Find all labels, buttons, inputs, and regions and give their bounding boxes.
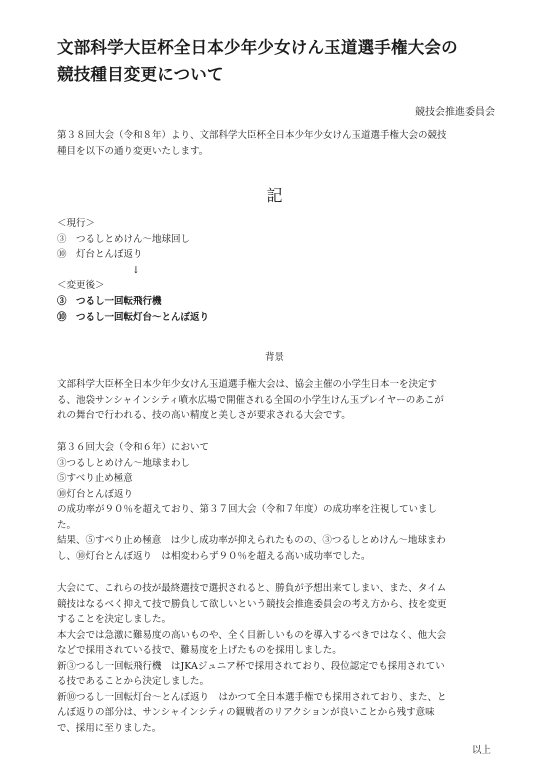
committee-name: 競技会推進委員会 [415,107,495,118]
title-line-1: 文部科学大臣杯全日本少年少女けん玉道選手権大会の [57,38,458,57]
ki-heading: 記 [266,186,283,205]
change-list [57,216,497,325]
paragraph-line: の成功率が９０％を超えており、第３７回大会（令和７年度）の成功率を注視していまし [57,504,438,515]
paragraph-line: 新③つるし一回転飛行機 はJKAジュニア杯で採用されており、段位認定でも採用されてい [57,660,445,672]
background-paragraph-2 [57,440,497,564]
background-paragraph-3 [57,581,497,736]
paragraph-line: などで採用されている技で、難易度を上げたものを採用しました。 [57,645,342,656]
paragraph-line: 第３６回大会（令和６年）において [57,442,210,453]
paragraph-line: ⑩灯台とんぼ返り [57,488,134,500]
paragraph-line: ⑤すべり止め極意 [57,473,133,484]
paragraph-line: し、⑩灯台とんぼ返り は相変わらず９０％を超える高い成功率でした。 [57,550,371,562]
current-item: ⑩ 灯台とんぼ返り [57,249,143,261]
changed-item: ⑩ つるし一回転灯台〜とんぼ返り [57,311,210,323]
paragraph-line: 大会にて、これらの技が最終選技で選択されると、勝負が予想出来てしまい、また、タイム [57,583,447,594]
document-title [57,34,527,88]
paragraph-line: 新⑩つるし一回転灯台〜とんぼ返り はかつて全日本選手権でも採用されており、また、と [57,691,447,703]
background-paragraph-1 [57,377,497,424]
paragraph-line: 文部科学大臣杯全日本少年少女けん玉道選手権大会は、協会主催の小学生日本一を決定す [57,379,438,390]
paragraph-line: することを決定しました。 [57,614,172,625]
current-item: ③ つるしとめけん〜地球回し [57,233,191,245]
title-line-2: 競技種目変更について [57,65,224,84]
changed-heading: ＜変更後＞ [57,280,105,292]
paragraph-line: んぼ返りの部分は、サンシャインシティの観戦者のリアクションが良いことから残す意味 [57,707,435,718]
paragraph-line: れの舞台で行われる、技の高い精度と美しさが要求される大会です。 [57,410,351,421]
paragraph-line: で、採用に至りました。 [57,722,162,734]
down-arrow-icon: ↓ [132,264,140,276]
intro-line: 種目を以下の通り変更いたします。 [57,145,209,157]
closing-mark: 以上 [471,745,491,756]
paragraph-line: 本大会では急激に難易度の高いものや、全く目新しいものを導入するべきではなく、他大会 [57,629,447,641]
paragraph-line: 結果、⑤すべり止め極意 は少し成功率が抑えられたものの、③つるしとめけん〜地球まわ [57,535,446,546]
intro-line: 第３８回大会（令和８年）より、文部科学大臣杯全日本少年少女けん玉道選手権大会の競技 [57,130,447,141]
current-heading: ＜現行＞ [57,218,96,229]
intro-paragraph [57,128,497,159]
background-heading: 背景 [264,352,284,363]
paragraph-line: た。 [57,519,77,531]
changed-item: ③ つるし一回転飛行機 [57,295,162,307]
paragraph-line: る、池袋サンシャインシティ噴水広場で開催される全国の小学生けん玉プレイヤーのあこが [57,394,444,406]
paragraph-line: る技であることから決定しました。 [57,676,210,687]
paragraph-line: ③つるしとめけん〜地球まわし [57,457,191,469]
paragraph-line: 競技はなるべく抑えて技で勝負して欲しいという競技会推進委員会の考え方から、技を変更 [57,598,447,610]
